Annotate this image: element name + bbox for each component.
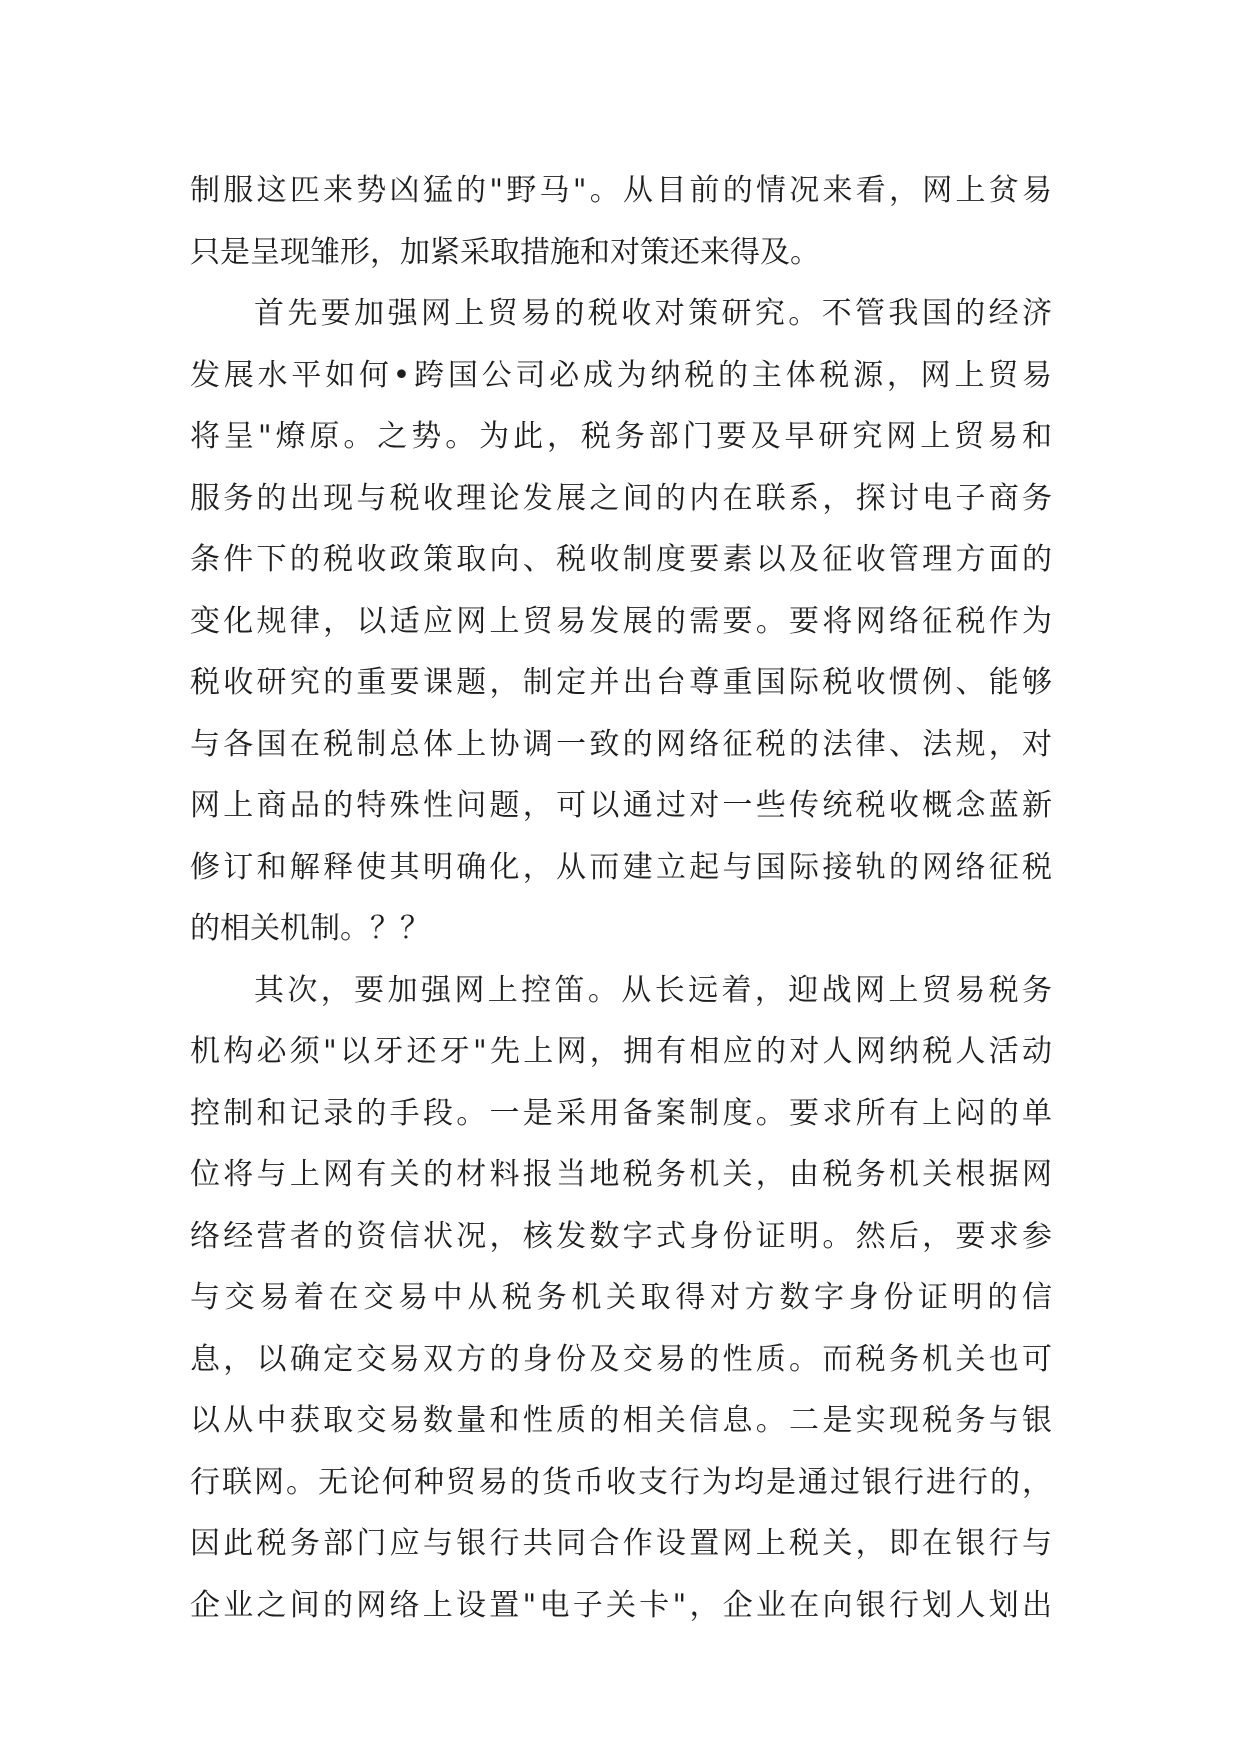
text-line: 其次，要加强网上控笛。从长远着，迎战网上贸易税务	[254, 972, 1052, 1008]
paragraph-2	[190, 283, 1052, 960]
text-line: 变化规律，以适应网上贸易发展的需要。要将网络征税作为	[190, 603, 1052, 639]
text-line: 网上商品的特殊性问题，可以通过对一些传统税收概念蓝新	[190, 788, 1052, 823]
text-line: 制服这匹来势凶猛的"野马"。从目前的情况来看，网上贫易	[190, 173, 1052, 208]
text-line: 条件下的税收政策取向、税收制度要素以及征收管理方面的	[190, 542, 1052, 577]
text-line: 与交易着在交易中从税务机关取得对方数字身份证明的信	[190, 1280, 1052, 1315]
text-line: 税收研究的重要课题，制定并出台尊重国际税收惯例、能够	[190, 665, 1052, 700]
text-line: 与各国在税制总体上协调一致的网络征税的法律、法规，对	[190, 726, 1052, 762]
document-body	[190, 160, 1052, 1636]
paragraph-1	[190, 160, 1052, 283]
text-line: 络经营者的资信状况，核发数字式身份证明。然后，要求参	[190, 1218, 1052, 1254]
text-line: 修订和解释使其明确化，从而建立起与国际接轨的网络征税	[190, 849, 1052, 885]
text-line: 企业之间的网络上设置"电子关卡"，企业在向银行划人划出	[190, 1587, 1052, 1623]
text-line: 因此税务部门应与银行共同合作设置网上税关，即在银行与	[190, 1526, 1052, 1561]
text-line: 以从中获取交易数量和性质的相关信息。二是实现税务与银	[190, 1403, 1052, 1438]
paragraph-3	[190, 960, 1052, 1637]
text-line: 息，以确定交易双方的身份及交易的性质。而税务机关也可	[190, 1341, 1052, 1377]
text-line: 发展水平如何•跨国公司必成为纳税的主体税源，网上贸易	[190, 357, 1052, 393]
text-line: 服务的出现与税收理论发展之间的内在联系，探讨电子商务	[190, 480, 1052, 516]
text-line: 首先要加强网上贸易的税收对策研究。不管我国的经济	[254, 296, 1052, 331]
text-line: 的相关机制。？？	[190, 911, 430, 946]
text-line: 只是呈现雏形，加紧采取措施和对策还来得及。	[190, 234, 820, 270]
text-line: 行联网。无论何种贸易的货币收支行为均是通过银行进行的，	[190, 1464, 1052, 1500]
text-line: 控制和记录的手段。一是采用备案制度。要求所有上闷的单	[190, 1095, 1052, 1131]
text-line: 位将与上网有关的材料报当地税务机关，由税务机关根据网	[190, 1157, 1052, 1192]
text-line: 将呈"燎原。之势。为此，税务部门要及早研究网上贸易和	[190, 419, 1052, 454]
text-line: 机构必须"以牙还牙"先上网，拥有相应的对人网纳税人活动	[190, 1034, 1052, 1069]
